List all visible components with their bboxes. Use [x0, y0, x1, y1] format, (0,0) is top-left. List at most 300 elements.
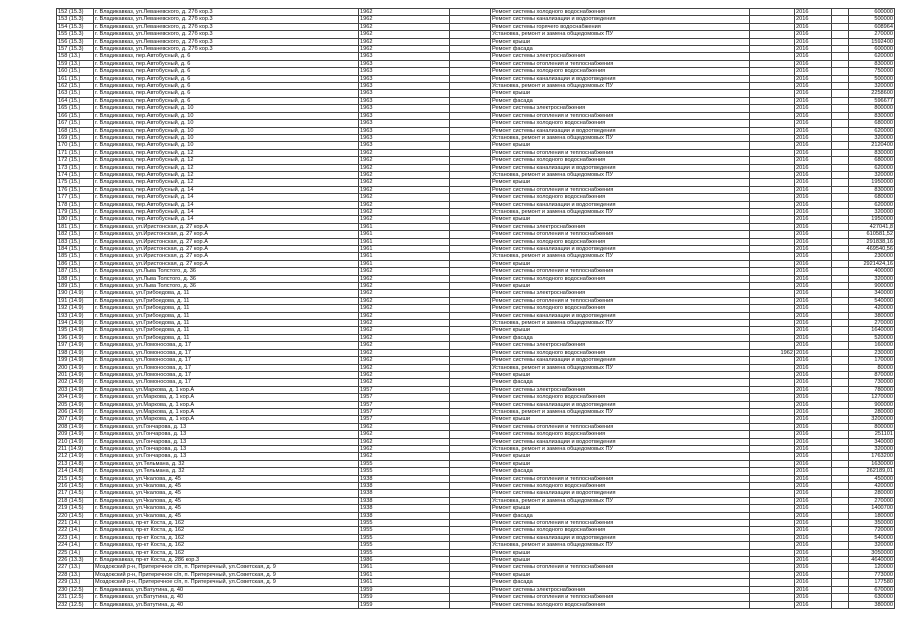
cost-cell: 3050000: [849, 549, 895, 556]
table-row: [57, 83, 895, 90]
build-year-cell: 1938: [359, 497, 450, 504]
extra-year-cell: [750, 31, 795, 38]
work-type-cell: Ремонт крыши: [491, 549, 750, 556]
build-year-cell: 1955: [359, 520, 450, 527]
cost-cell: 800000: [849, 423, 895, 430]
address-cell: г. Владикавказ, пер.Автобусный, д. 10: [94, 134, 359, 141]
extra-year-cell: [750, 601, 795, 608]
row-number-cell: 207 (14.9): [57, 416, 94, 423]
table-row: [57, 283, 895, 290]
build-year-cell: 1955: [359, 549, 450, 556]
cost-cell: 420000: [849, 483, 895, 490]
extra-year-cell: [750, 483, 795, 490]
address-cell: г. Владикавказ, пер.Автобусный, д. 14: [94, 208, 359, 215]
extra-year-cell: [750, 542, 795, 549]
plan-year-cell: 2016: [795, 260, 832, 267]
empty-cell: [450, 579, 491, 586]
extra-year-cell: [750, 268, 795, 275]
empty-cell: [450, 127, 491, 134]
address-cell: г. Владикавказ, ул.Маркова, д. 1 кор.А: [94, 386, 359, 393]
build-year-cell: 1963: [359, 142, 450, 149]
table-row: [57, 194, 895, 201]
table-row: [57, 231, 895, 238]
empty-cell: [450, 527, 491, 534]
empty-cell: [832, 497, 849, 504]
build-year-cell: 1963: [359, 105, 450, 112]
empty-cell: [832, 46, 849, 53]
empty-cell: [832, 297, 849, 304]
table-row: [57, 68, 895, 75]
row-number-cell: 201 (14.9): [57, 371, 94, 378]
row-number-cell: 203 (14.9): [57, 386, 94, 393]
plan-year-cell: 2016: [795, 305, 832, 312]
table-row: [57, 53, 895, 60]
table-row: [57, 512, 895, 519]
cost-cell: 2258600: [849, 90, 895, 97]
work-type-cell: Ремонт системы холодного водоснабжения: [491, 349, 750, 356]
empty-cell: [832, 68, 849, 75]
build-year-cell: 1962: [359, 297, 450, 304]
extra-year-cell: [750, 342, 795, 349]
cost-cell: 773000: [849, 571, 895, 578]
empty-cell: [450, 238, 491, 245]
empty-cell: [832, 431, 849, 438]
empty-cell: [832, 327, 849, 334]
cost-cell: 670000: [849, 586, 895, 593]
cost-cell: 2921424,16: [849, 260, 895, 267]
work-type-cell: Установка, ремонт и замена общедомовых ПУ: [491, 208, 750, 215]
address-cell: г. Владикавказ, ул.Чкалова, д. 45: [94, 512, 359, 519]
cost-cell: 380000: [849, 601, 895, 608]
row-number-cell: 185 (15.): [57, 253, 94, 260]
empty-cell: [450, 445, 491, 452]
row-number-cell: 204 (14.9): [57, 394, 94, 401]
work-type-cell: Установка, ремонт и замена общедомовых ПУ: [491, 171, 750, 178]
empty-cell: [832, 171, 849, 178]
table-row: [57, 468, 895, 475]
extra-year-cell: [750, 120, 795, 127]
row-number-cell: 212 (14.9): [57, 453, 94, 460]
empty-cell: [450, 416, 491, 423]
build-year-cell: 1963: [359, 120, 450, 127]
work-type-cell: Ремонт крыши: [491, 142, 750, 149]
address-cell: г. Владикавказ, пер.Автобусный, д. 12: [94, 179, 359, 186]
empty-cell: [832, 468, 849, 475]
extra-year-cell: [750, 364, 795, 371]
cost-cell: 1950000: [849, 216, 895, 223]
empty-cell: [450, 497, 491, 504]
table-row: [57, 238, 895, 245]
empty-cell: [450, 297, 491, 304]
empty-cell: [832, 105, 849, 112]
work-type-cell: Ремонт фасада: [491, 512, 750, 519]
plan-year-cell: 2016: [795, 453, 832, 460]
table-row: [57, 438, 895, 445]
row-number-cell: 188 (15.): [57, 275, 94, 282]
row-number-cell: 196 (14.9): [57, 334, 94, 341]
row-number-cell: 209 (14.9): [57, 431, 94, 438]
build-year-cell: 1962: [359, 275, 450, 282]
empty-cell: [450, 60, 491, 67]
cost-cell: 800000: [849, 105, 895, 112]
work-type-cell: Установка, ремонт и замена общедомовых ПУ: [491, 83, 750, 90]
row-number-cell: 192 (14.9): [57, 305, 94, 312]
address-cell: г. Владикавказ, ул.Ломоносова, д. 17: [94, 342, 359, 349]
table-row: [57, 579, 895, 586]
address-cell: г. Владикавказ, ул.Ломоносова, д. 17: [94, 371, 359, 378]
empty-cell: [832, 357, 849, 364]
work-type-cell: Ремонт крыши: [491, 571, 750, 578]
table-row: [57, 408, 895, 415]
table-row: [57, 171, 895, 178]
cost-cell: 900000: [849, 401, 895, 408]
empty-cell: [450, 483, 491, 490]
empty-cell: [832, 149, 849, 156]
build-year-cell: 1962: [359, 171, 450, 178]
extra-year-cell: [750, 431, 795, 438]
empty-cell: [832, 312, 849, 319]
address-cell: г. Владикавказ, ул.Леваневского, д. 27б кор.3: [94, 9, 359, 16]
empty-cell: [832, 342, 849, 349]
extra-year-cell: [750, 90, 795, 97]
extra-year-cell: [750, 401, 795, 408]
row-number-cell: 184 (15.): [57, 246, 94, 253]
table-row: [57, 401, 895, 408]
build-year-cell: 1986: [359, 557, 450, 564]
empty-cell: [450, 305, 491, 312]
extra-year-cell: [750, 60, 795, 67]
plan-year-cell: 2016: [795, 97, 832, 104]
cost-cell: 380000: [849, 312, 895, 319]
build-year-cell: 1955: [359, 534, 450, 541]
table-row: [57, 201, 895, 208]
build-year-cell: 1961: [359, 223, 450, 230]
plan-year-cell: 2016: [795, 23, 832, 30]
build-year-cell: 1962: [359, 201, 450, 208]
work-type-cell: Ремонт системы холодного водоснабжения: [491, 305, 750, 312]
plan-year-cell: 2016: [795, 601, 832, 608]
extra-year-cell: [750, 357, 795, 364]
row-number-cell: 199 (14.9): [57, 357, 94, 364]
plan-year-cell: 2016: [795, 75, 832, 82]
address-cell: г. Владикавказ, пр-кт Коста, д. 162: [94, 527, 359, 534]
plan-year-cell: 2016: [795, 290, 832, 297]
empty-cell: [832, 483, 849, 490]
table-row: [57, 305, 895, 312]
table-row: [57, 527, 895, 534]
empty-cell: [832, 208, 849, 215]
cost-cell: 280000: [849, 408, 895, 415]
cost-cell: 520000: [849, 334, 895, 341]
plan-year-cell: 2016: [795, 275, 832, 282]
empty-cell: [450, 157, 491, 164]
extra-year-cell: [750, 386, 795, 393]
address-cell: г. Владикавказ, ул.Ватутина, д. 40: [94, 594, 359, 601]
row-number-cell: 168 (15.): [57, 127, 94, 134]
address-cell: г. Владикавказ, ул.Чкалова, д. 45: [94, 490, 359, 497]
work-type-cell: Установка, ремонт и замена общедомовых ПУ: [491, 497, 750, 504]
cost-cell: 350000: [849, 520, 895, 527]
build-year-cell: 1962: [359, 334, 450, 341]
extra-year-cell: [750, 394, 795, 401]
work-type-cell: Установка, ремонт и замена общедомовых ПУ: [491, 408, 750, 415]
plan-year-cell: 2016: [795, 475, 832, 482]
build-year-cell: 1962: [359, 431, 450, 438]
empty-cell: [832, 216, 849, 223]
empty-cell: [450, 342, 491, 349]
table-row: [57, 297, 895, 304]
extra-year-cell: [750, 223, 795, 230]
plan-year-cell: 2016: [795, 364, 832, 371]
empty-cell: [832, 60, 849, 67]
cost-cell: 500000: [849, 75, 895, 82]
empty-cell: [450, 364, 491, 371]
extra-year-cell: [750, 83, 795, 90]
cost-cell: 1630000: [849, 460, 895, 467]
cost-cell: 620000: [849, 53, 895, 60]
cost-cell: 320000: [849, 134, 895, 141]
empty-cell: [832, 31, 849, 38]
empty-cell: [832, 453, 849, 460]
address-cell: Моздокский р-н, Притеречное с/п, п. Притеречный, ул.Советская, д. 9: [94, 564, 359, 571]
plan-year-cell: 2016: [795, 46, 832, 53]
cost-cell: 608964: [849, 23, 895, 30]
address-cell: г. Владикавказ, ул.Иристонская, д. 27 кор.А: [94, 223, 359, 230]
address-cell: Моздокский р-н, Притеречное с/п, п. Притеречный, ул.Советская, д. 9: [94, 579, 359, 586]
table-row: [57, 320, 895, 327]
plan-year-cell: 2016: [795, 171, 832, 178]
cost-cell: 730000: [849, 379, 895, 386]
address-cell: г. Владикавказ, ул.Грибоедова, д. 11: [94, 312, 359, 319]
plan-year-cell: 2016: [795, 571, 832, 578]
build-year-cell: 1961: [359, 571, 450, 578]
work-type-cell: Ремонт системы отопления и теплоснабжения: [491, 149, 750, 156]
address-cell: г. Владикавказ, пер.Автобусный, д. 6: [94, 75, 359, 82]
plan-year-cell: 2016: [795, 460, 832, 467]
row-number-cell: 157 (15.3): [57, 46, 94, 53]
address-cell: г. Владикавказ, ул.Иристонская, д. 27 кор.А: [94, 238, 359, 245]
row-number-cell: 224 (14.): [57, 542, 94, 549]
empty-cell: [832, 527, 849, 534]
plan-year-cell: 2016: [795, 564, 832, 571]
work-type-cell: Ремонт системы отопления и теплоснабжения: [491, 112, 750, 119]
row-number-cell: 215 (14.5): [57, 475, 94, 482]
extra-year-cell: [750, 260, 795, 267]
cost-cell: 1950000: [849, 179, 895, 186]
address-cell: г. Владикавказ, ул.Гончарова, д. 13: [94, 423, 359, 430]
extra-year-cell: [750, 408, 795, 415]
build-year-cell: 1961: [359, 579, 450, 586]
cost-cell: 830000: [849, 60, 895, 67]
cost-cell: 1400700: [849, 505, 895, 512]
extra-year-cell: [750, 557, 795, 564]
table-row: [57, 105, 895, 112]
table-row: [57, 371, 895, 378]
extra-year-cell: [750, 453, 795, 460]
row-number-cell: 183 (15.): [57, 238, 94, 245]
empty-cell: [450, 216, 491, 223]
cost-cell: 630000: [849, 594, 895, 601]
build-year-cell: 1963: [359, 53, 450, 60]
empty-cell: [450, 16, 491, 23]
extra-year-cell: [750, 527, 795, 534]
build-year-cell: 1962: [359, 371, 450, 378]
empty-cell: [832, 253, 849, 260]
plan-year-cell: 2016: [795, 445, 832, 452]
address-cell: г. Владикавказ, ул.Грибоедова, д. 11: [94, 290, 359, 297]
cost-cell: 680000: [849, 157, 895, 164]
empty-cell: [832, 475, 849, 482]
work-type-cell: Ремонт фасада: [491, 468, 750, 475]
empty-cell: [450, 520, 491, 527]
empty-cell: [832, 142, 849, 149]
empty-cell: [832, 364, 849, 371]
empty-cell: [450, 431, 491, 438]
work-type-cell: Ремонт системы канализации и водоотведения: [491, 438, 750, 445]
address-cell: г. Владикавказ, ул.Чкалова, д. 45: [94, 483, 359, 490]
empty-cell: [450, 201, 491, 208]
work-type-cell: Ремонт системы отопления и теплоснабжения: [491, 268, 750, 275]
cost-cell: 427041,8: [849, 223, 895, 230]
address-cell: г. Владикавказ, ул.Льва Толстого, д. 36: [94, 275, 359, 282]
address-cell: г. Владикавказ, ул.Льва Толстого, д. 36: [94, 283, 359, 290]
row-number-cell: 158 (13.): [57, 53, 94, 60]
build-year-cell: 1962: [359, 349, 450, 356]
empty-cell: [450, 320, 491, 327]
table-row: [57, 75, 895, 82]
empty-cell: [832, 53, 849, 60]
table-row: [57, 46, 895, 53]
table-row: [57, 505, 895, 512]
extra-year-cell: [750, 371, 795, 378]
cost-cell: 900000: [849, 283, 895, 290]
address-cell: г. Владикавказ, пер.Автобусный, д. 12: [94, 171, 359, 178]
plan-year-cell: 2016: [795, 549, 832, 556]
address-cell: г. Владикавказ, пр-кт Коста, д. 162: [94, 534, 359, 541]
plan-year-cell: 2016: [795, 253, 832, 260]
plan-year-cell: 2016: [795, 557, 832, 564]
extra-year-cell: [750, 445, 795, 452]
empty-cell: [450, 542, 491, 549]
address-cell: г. Владикавказ, ул.Чкалова, д. 45: [94, 497, 359, 504]
plan-year-cell: 2016: [795, 520, 832, 527]
extra-year-cell: [750, 157, 795, 164]
empty-cell: [832, 134, 849, 141]
build-year-cell: 1962: [359, 453, 450, 460]
build-year-cell: 1962: [359, 379, 450, 386]
empty-cell: [450, 505, 491, 512]
plan-year-cell: 2016: [795, 497, 832, 504]
table-body: [57, 9, 895, 609]
work-type-cell: Ремонт системы холодного водоснабжения: [491, 431, 750, 438]
empty-cell: [450, 357, 491, 364]
work-type-cell: Ремонт фасада: [491, 46, 750, 53]
table-row: [57, 490, 895, 497]
table-row: [57, 149, 895, 156]
empty-cell: [832, 260, 849, 267]
build-year-cell: 1962: [359, 31, 450, 38]
table-row: [57, 253, 895, 260]
address-cell: г. Владикавказ, ул.Чкалова, д. 45: [94, 475, 359, 482]
address-cell: г. Владикавказ, пр-кт Коста, д. 286 кор.3: [94, 557, 359, 564]
address-cell: г. Владикавказ, ул.Маркова, д. 1 кор.А: [94, 394, 359, 401]
empty-cell: [450, 186, 491, 193]
cost-cell: 400000: [849, 268, 895, 275]
cost-cell: 750000: [849, 68, 895, 75]
work-type-cell: Ремонт системы электроснабжения: [491, 223, 750, 230]
empty-cell: [832, 438, 849, 445]
cost-cell: 270000: [849, 31, 895, 38]
row-number-cell: 161 (15.): [57, 75, 94, 82]
table-row: [57, 557, 895, 564]
empty-cell: [450, 290, 491, 297]
work-type-cell: Ремонт системы отопления и теплоснабжения: [491, 475, 750, 482]
row-number-cell: 217 (14.5): [57, 490, 94, 497]
cost-cell: 280000: [849, 490, 895, 497]
empty-cell: [832, 201, 849, 208]
build-year-cell: 1962: [359, 179, 450, 186]
address-cell: г. Владикавказ, пр-кт Коста, д. 162: [94, 549, 359, 556]
cost-cell: 4640000: [849, 557, 895, 564]
empty-cell: [832, 223, 849, 230]
row-number-cell: 225 (14.): [57, 549, 94, 556]
cost-cell: 610581,52: [849, 231, 895, 238]
row-number-cell: 165 (15.): [57, 105, 94, 112]
empty-cell: [450, 586, 491, 593]
address-cell: г. Владикавказ, ул.Гончарова, д. 13: [94, 438, 359, 445]
work-type-cell: Ремонт системы канализации и водоотведения: [491, 490, 750, 497]
plan-year-cell: 2016: [795, 416, 832, 423]
cost-cell: 340000: [849, 438, 895, 445]
address-cell: г. Владикавказ, ул.Грибоедова, д. 11: [94, 334, 359, 341]
work-type-cell: Установка, ремонт и замена общедомовых ПУ: [491, 320, 750, 327]
build-year-cell: 1955: [359, 527, 450, 534]
plan-year-cell: 2016: [795, 105, 832, 112]
empty-cell: [832, 564, 849, 571]
table-row: [57, 386, 895, 393]
work-type-cell: Ремонт системы электроснабжения: [491, 290, 750, 297]
extra-year-cell: [750, 334, 795, 341]
cost-cell: 870000: [849, 371, 895, 378]
table-row: [57, 327, 895, 334]
table-row: [57, 90, 895, 97]
empty-cell: [832, 38, 849, 45]
work-type-cell: Ремонт крыши: [491, 460, 750, 467]
table-row: [57, 460, 895, 467]
plan-year-cell: 2016: [795, 112, 832, 119]
cost-cell: 180000: [849, 512, 895, 519]
extra-year-cell: [750, 275, 795, 282]
address-cell: г. Владикавказ, пер.Автобусный, д. 10: [94, 127, 359, 134]
address-cell: г. Владикавказ, пер.Автобусный, д. 10: [94, 120, 359, 127]
address-cell: г. Владикавказ, пер.Автобусный, д. 14: [94, 201, 359, 208]
cost-cell: 680000: [849, 120, 895, 127]
cost-cell: 596677: [849, 97, 895, 104]
address-cell: г. Владикавказ, ул.Маркова, д. 1 кор.А: [94, 408, 359, 415]
address-cell: г. Владикавказ, ул.Леваневского, д. 27б кор.3: [94, 23, 359, 30]
work-type-cell: Ремонт крыши: [491, 453, 750, 460]
build-year-cell: 1962: [359, 320, 450, 327]
work-type-cell: Ремонт системы отопления и теплоснабжения: [491, 231, 750, 238]
build-year-cell: 1938: [359, 505, 450, 512]
work-type-cell: Ремонт системы холодного водоснабжения: [491, 601, 750, 608]
empty-cell: [832, 408, 849, 415]
plan-year-cell: 2016: [795, 149, 832, 156]
cost-cell: 620000: [849, 201, 895, 208]
table-row: [57, 520, 895, 527]
cost-cell: 320000: [849, 208, 895, 215]
row-number-cell: 213 (14.8): [57, 460, 94, 467]
